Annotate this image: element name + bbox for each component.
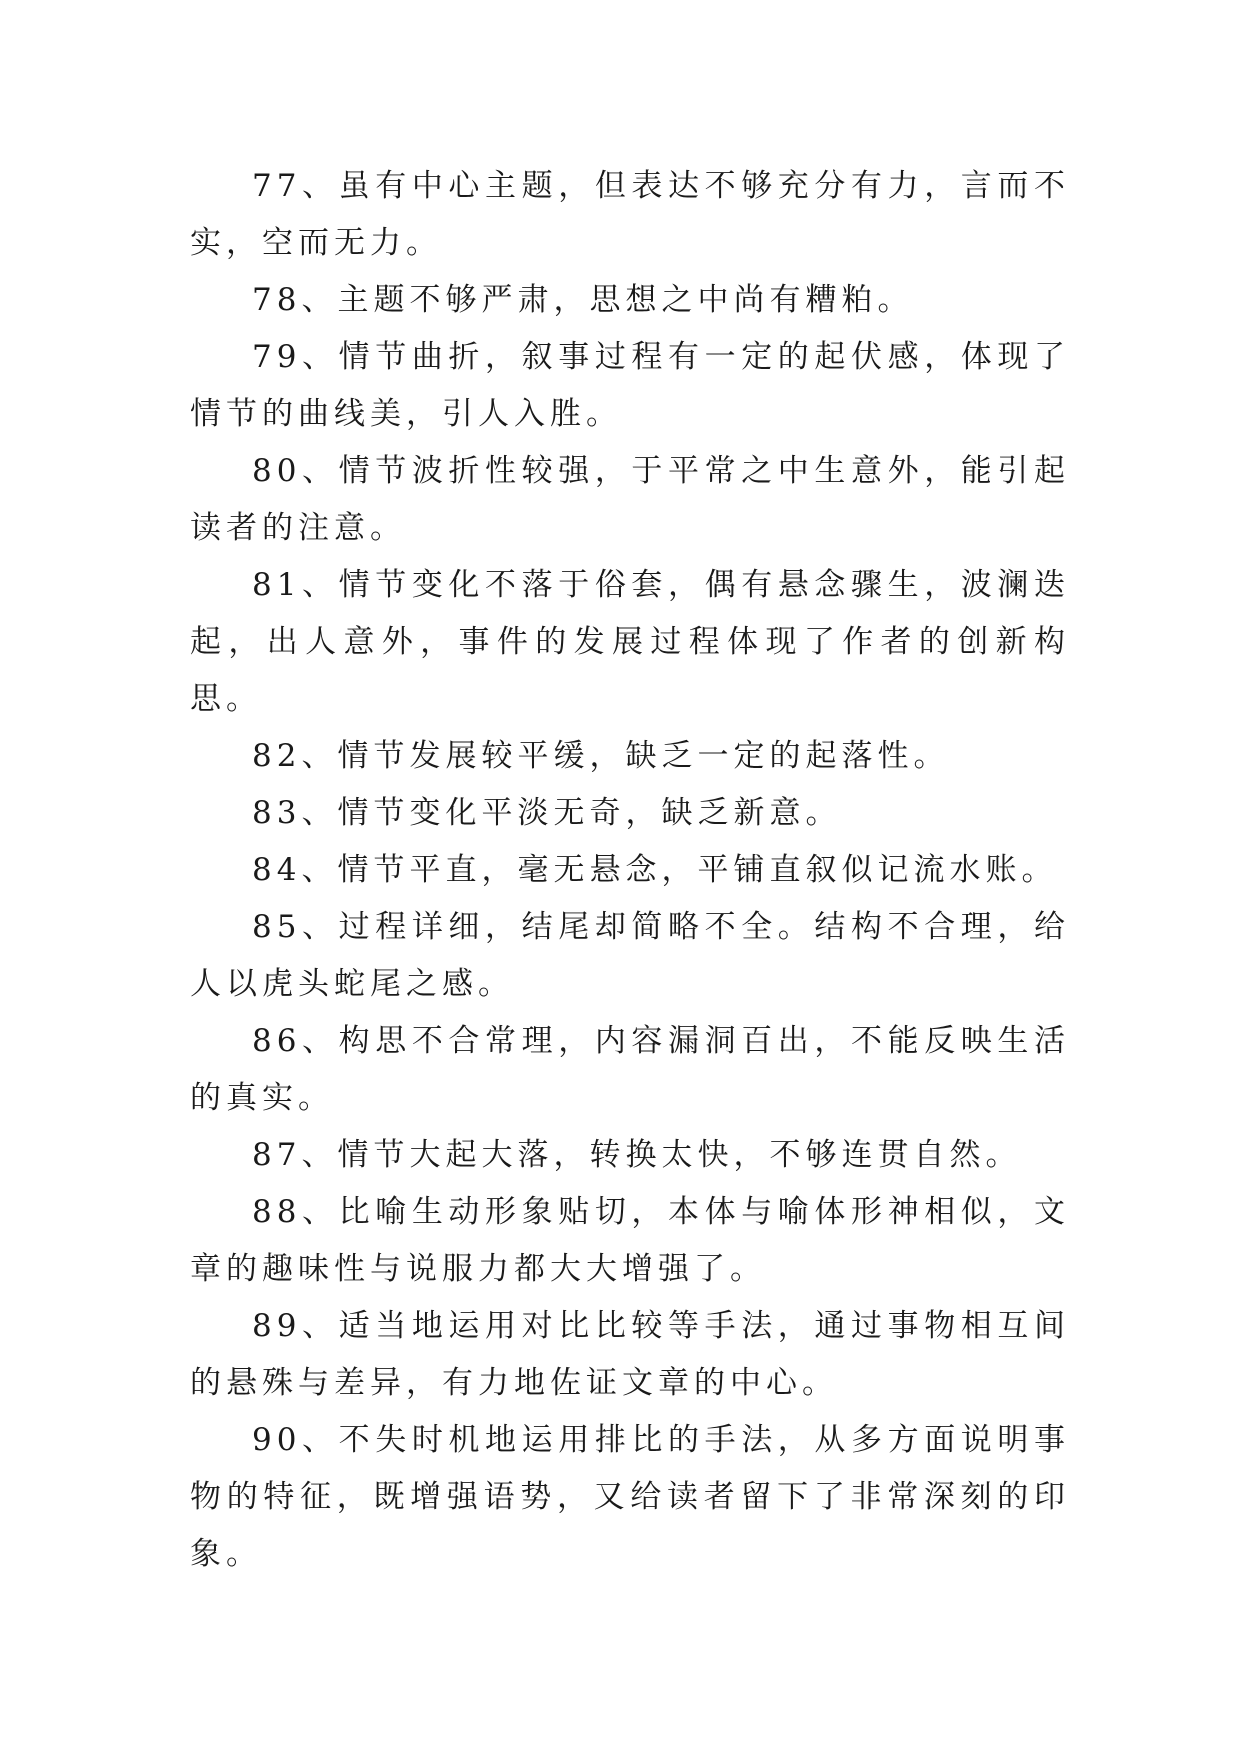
paragraph-83: 83、情节变化平淡无奇，缺乏新意。 (252, 795, 842, 831)
paragraph-79: 79、情节曲折，叙事过程有一定的起伏感，体现了情节的曲线美，引人入胜。 (190, 339, 1070, 432)
paragraph-88: 88、比喻生动形象贴切，本体与喻体形神相似，文章的趣味性与说服力都大大增强了。 (190, 1194, 1070, 1287)
paragraph-78: 78、主题不够严肃，思想之中尚有糟粕。 (252, 282, 914, 318)
paragraph-89: 89、适当地运用对比比较等手法，通过事物相互间的悬殊与差异，有力地佐证文章的中心。 (190, 1308, 1070, 1401)
document-body (190, 158, 1070, 1583)
paragraph-84: 84、情节平直，毫无悬念，平铺直叙似记流水账。 (252, 852, 1058, 888)
paragraph-82: 82、情节发展较平缓，缺乏一定的起落性。 (252, 738, 950, 774)
paragraph-86: 86、构思不合常理，内容漏洞百出，不能反映生活的真实。 (190, 1023, 1070, 1116)
paragraph-87: 87、情节大起大落，转换太快，不够连贯自然。 (252, 1137, 1022, 1173)
paragraph-90: 90、不失时机地运用排比的手法，从多方面说明事物的特征，既增强语势，又给读者留下了非常深刻的印象。 (190, 1422, 1070, 1572)
paragraph-80: 80、情节波折性较强，于平常之中生意外，能引起读者的注意。 (190, 453, 1070, 546)
paragraph-77: 77、虽有中心主题，但表达不够充分有力，言而不实，空而无力。 (190, 168, 1070, 261)
paragraph-81: 81、情节变化不落于俗套，偶有悬念骤生，波澜迭起，出人意外，事件的发展过程体现了作者的创新构思。 (190, 567, 1070, 717)
paragraph-85: 85、过程详细，结尾却简略不全。结构不合理，给人以虎头蛇尾之感。 (190, 909, 1070, 1002)
